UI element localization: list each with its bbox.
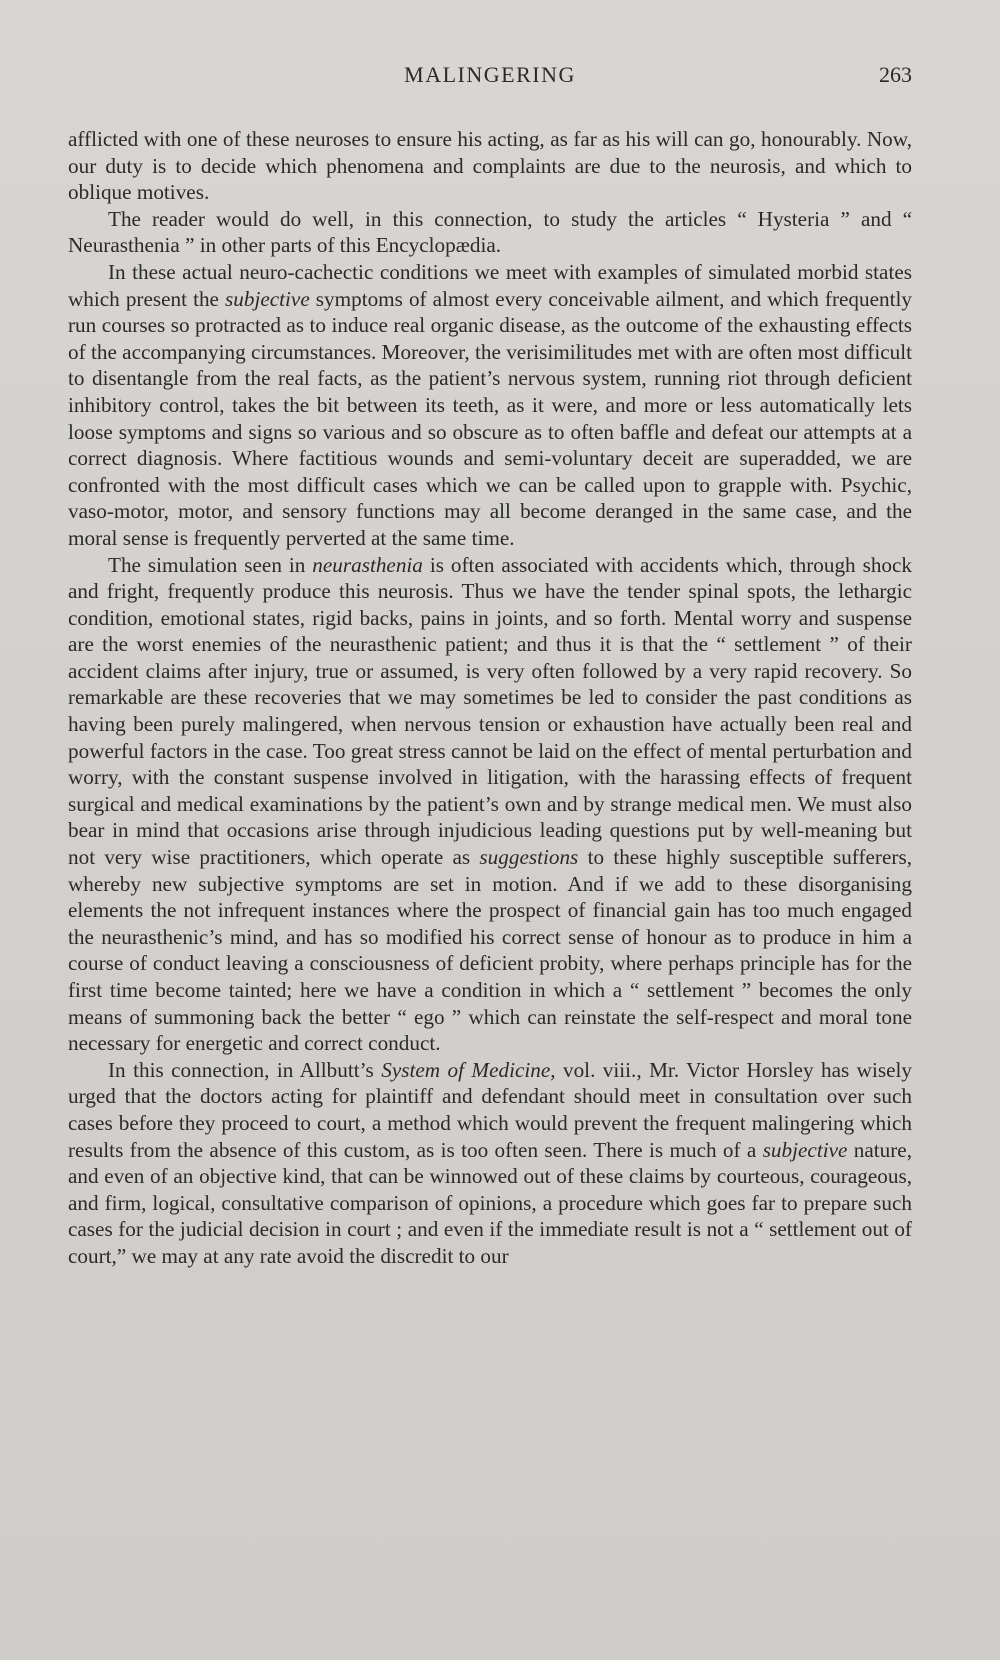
text-run: The reader would do well, in this connection, to study the articles “ Hysteria ” and “ Neurasthenia ” in other parts of this Encyclopædia. — [68, 206, 912, 258]
italic-run: subjective — [225, 286, 310, 311]
paragraph-4 — [68, 552, 912, 1057]
text-run: In these actual neuro-cachectic conditions we meet with examples of simulated morbid states which present the — [68, 259, 912, 311]
italic-run: System of Medicine, — [381, 1057, 556, 1082]
text-run: is often associated with accidents which, through shock and fright, frequently produce this neurosis. Thus we have the tender spinal spots, the lethargic condition, emotional states, rigid backs, pains in joints, and so forth. Mental worry and suspense are the worst enemies of the neurasthenic patient; and thus it is that the “ settlement ” of their accident claims after injury, true or assumed, is very often followed by a very rapid recovery. So remarkable are these recoveries that we may sometimes be led to consider the past conditions as having been purely malingered, when nervous tension or exhaustion have actually been real and powerful factors in the case. Too great stress cannot be laid on the effect of mental perturbation and worry, with the constant suspense involved in litigation, with the harassing effects of frequent surgical and medical examinations by the patient’s own and by strange medical men. We must also bear in mind that occasions arise through injudicious leading questions put by well-meaning but not very wise practitioners, which operate as — [68, 552, 913, 870]
text-run: symptoms of almost every conceivable ailment, and which frequently run courses so protracted as to induce real organic disease, as the outcome of the exhausting effects of the accompanying circumstances. Moreover, the verisimilitudes met with are often most difficult to disentangle from the real facts, as the patient’s nervous system, running riot through deficient inhibitory control, takes the bit between its teeth, as it were, and more or less automatically lets loose symptoms and signs so various and so obscure as to often baffle and defeat our attempts at a correct diagnosis. Where factitious wounds and semi-voluntary deceit are superadded, we are confronted with the most difficult cases which we can be called upon to grapple with. Psychic, vaso-motor, motor, and sensory functions may all become deranged in the same case, and the moral sense is frequently perverted at the same time. — [68, 286, 912, 550]
italic-run: subjective — [762, 1137, 848, 1162]
running-title: MALINGERING — [404, 62, 576, 87]
text-run: The simulation seen in — [108, 552, 313, 577]
body-text — [68, 126, 912, 1270]
text-run: to these highly susceptible sufferers, whereby new subjective symptoms are set in motion. And if we add to these disorganising elements the not infrequent instances where the prospect of financial gain has too much engaged the neurasthenic’s mind, and has so modified his correct sense of honour as to produce in him a course of conduct leaving a consciousness of deficient probity, where perhaps principle has for the first time become tainted; here we have a condition in which a “ settlement ” becomes the only means of summoning back the better “ ego ” which can reinstate the self-respect and moral tone necessary for energetic and correct conduct. — [68, 845, 912, 1056]
page-number: 263 — [879, 62, 912, 87]
paragraph-1 — [68, 126, 912, 206]
text-run: nature, and even of an objective kind, that can be winnowed out of these claims by courteous, courageous, and firm, logical, consultative comparison of opinions, a procedure which goes far to prepare such cases for the judicial decision in court ; and even if the immediate result is not a “ settlement out of court,” we may at any rate avoid the discredit to our — [68, 1137, 912, 1268]
paragraph-2 — [68, 206, 912, 259]
text-run: In this connection, in Allbutt’s — [108, 1057, 382, 1082]
paragraph-5 — [68, 1057, 912, 1270]
text-run: vol. viii., Mr. Victor Horsley has wisely urged that the doctors acting for plaintiff and defendant should meet in consultation over such cases before they proceed to court, a method which would prevent the frequent malingering which results from the absence of this custom, as is too often seen. There is much of a — [68, 1057, 912, 1162]
paragraph-3 — [68, 259, 912, 552]
italic-run: neurasthenia — [312, 552, 423, 577]
running-head — [68, 62, 912, 102]
text-run: afflicted with one of these neuroses to ensure his acting, as far as his will can go, honourably. Now, our duty is to decide which phenomena and complaints are due to the neurosis, and which to oblique motives. — [68, 127, 912, 205]
italic-run: suggestions — [479, 845, 579, 870]
